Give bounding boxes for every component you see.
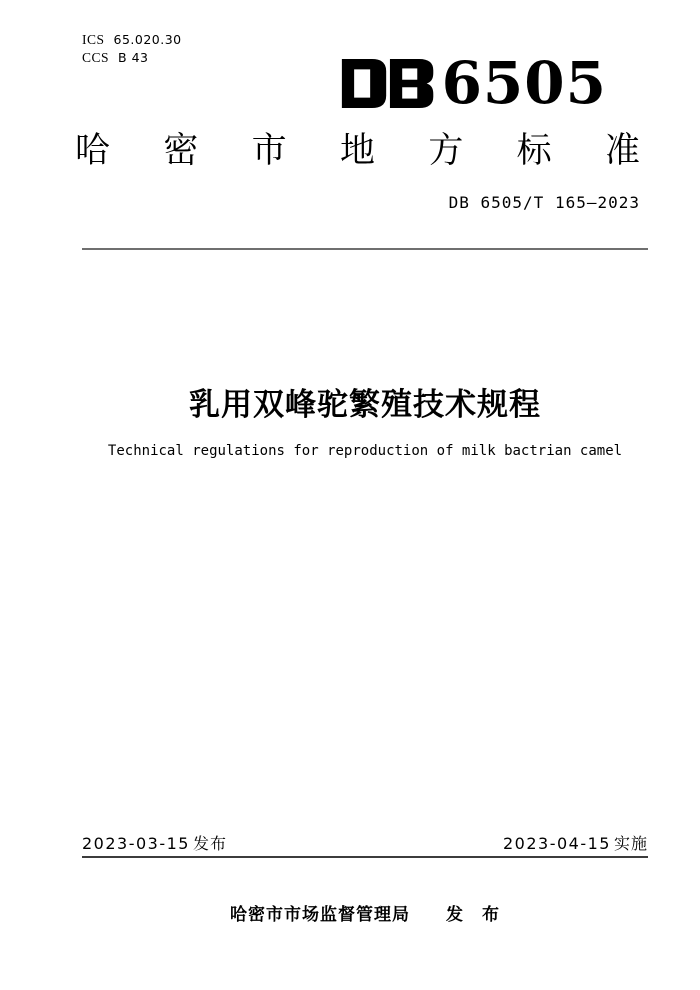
db-logo-code: 6505 (441, 49, 607, 117)
standard-number: DB 6505/T 165—2023 (448, 193, 640, 212)
publish-label: 发 布 (446, 905, 500, 924)
implement-date-group (503, 831, 648, 854)
bottom-divider-rule (82, 856, 648, 858)
db-block-letters-icon (341, 59, 437, 108)
issue-date: 2023-03-15 (82, 834, 190, 853)
db-standard-logo (341, 49, 607, 117)
date-strip (82, 831, 648, 854)
ics-value: 65.020.30 (113, 32, 182, 47)
top-divider-rule (82, 248, 648, 250)
classification-codes (82, 31, 182, 67)
ics-code-row (82, 31, 182, 49)
issue-date-group (82, 831, 227, 854)
publisher-row (82, 900, 648, 925)
publisher-name: 哈密市市场监督管理局 (230, 905, 410, 924)
ics-label: ICS (82, 32, 105, 47)
issue-label: 发布 (192, 836, 227, 853)
document-title-en: Technical regulations for reproduction of milk bactrian camel (107, 443, 623, 459)
ccs-value: B 43 (118, 50, 149, 65)
standard-name-heading: 哈密市地方标准 (75, 131, 640, 170)
ccs-label: CCS (82, 50, 110, 65)
implement-date: 2023-04-15 (503, 834, 611, 853)
ccs-code-row (82, 49, 182, 67)
document-title-zh: 乳用双峰驼繁殖技术规程 (189, 387, 541, 422)
implement-label: 实施 (613, 836, 648, 853)
